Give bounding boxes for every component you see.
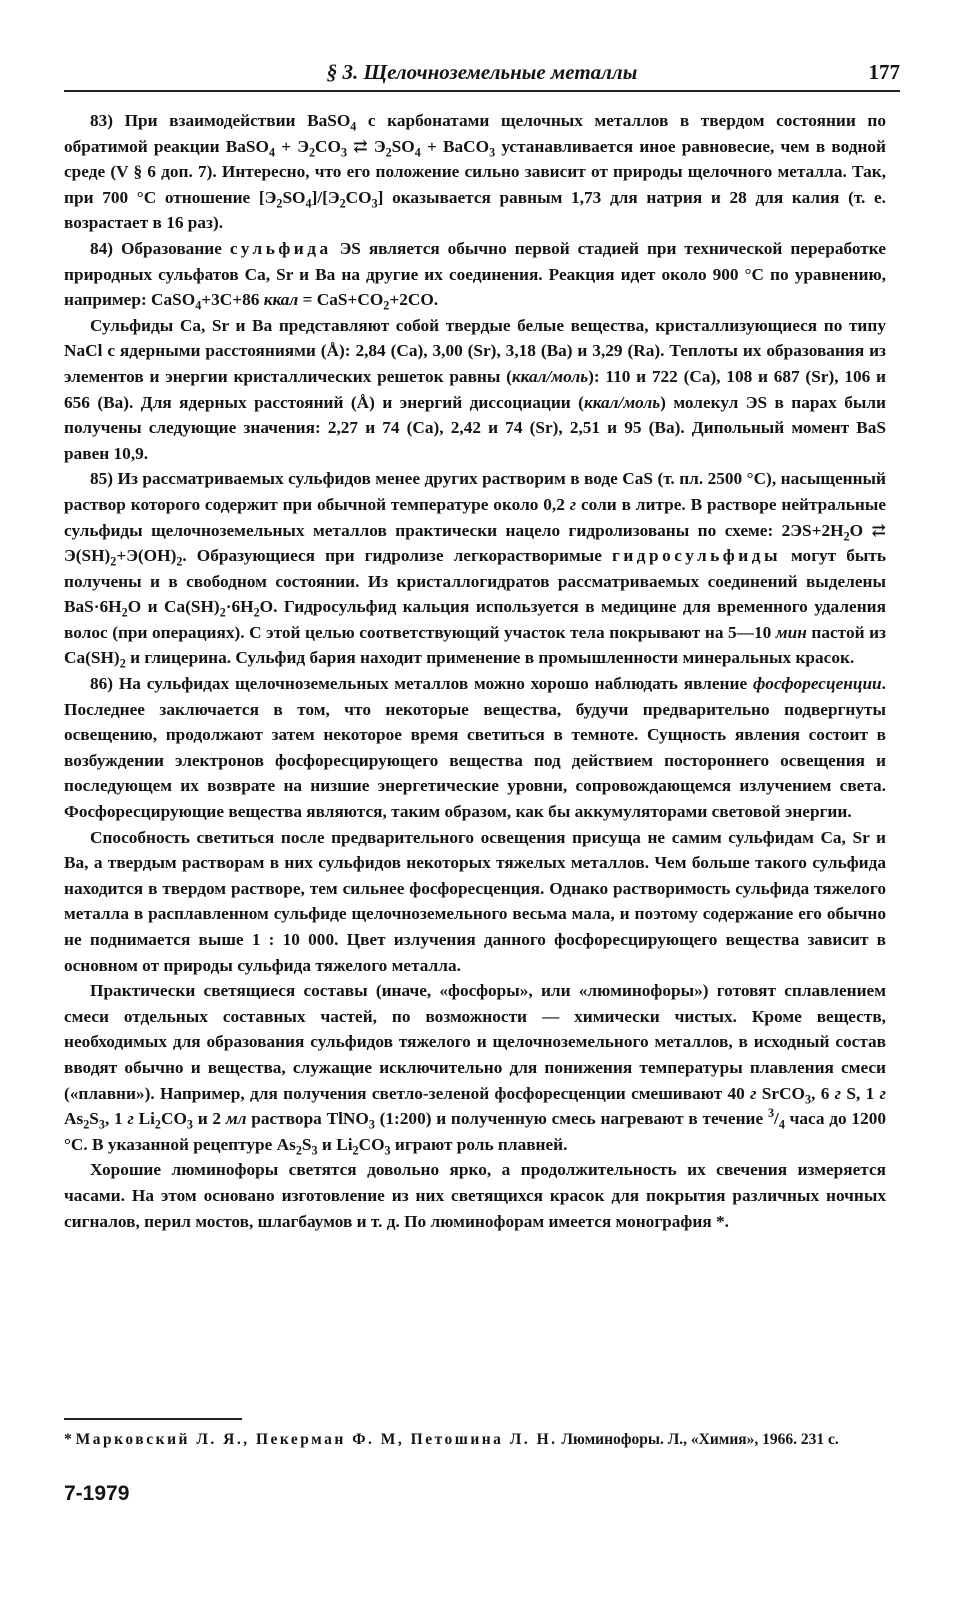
paragraph-84-sulfides: Сульфиды Ca, Sr и Ba представляют собой твердые белые вещества, кристаллизующиеся по типу NaCl с ядерными расстояниями (Å): 2,84 (Ca), 3,00 (Sr), 3,18 (Ba) и 3,29 (Ra). Теплоты их образования из элементов и энергии кристаллических решеток равны (ккал/моль): 110 и 722 (Ca), 108 и 687 (Sr), 106 и 656 (Ba). Для ядерных расстояний (Å) и энергий диссоциации (ккал/моль) молекул ЭS в парах были получены следующие значения: 2,27 и 74 (Ca), 2,42 и 74 (Sr), 2,51 и 95 (Ba). Дипольный момент BaS равен 10,9. bbox=[64, 315, 886, 463]
paragraph-84: 84) Образование сульфида ЭS является обычно первой стадией при технической переработке природных сульфатов Ca, Sr и Ba на другие их соединения. Реакция идет около 900 °C по уравнению, например: CaSO$_4$+3C+86 ккал = $CaS+CO_2+2CO$. bbox=[64, 238, 886, 313]
footnote-text: Люминофоры. Л., «Химия», 1966. 231 с. bbox=[557, 1431, 839, 1448]
header-rule bbox=[64, 90, 900, 92]
running-header bbox=[64, 58, 900, 88]
section-title: § 3. Щелочноземельные металлы bbox=[326, 60, 638, 84]
paragraph-86-ability: Способность светиться после предварительного освещения присуща не самим сульфидам Ca, Sr и Ba, а твердым растворам в них сульфидов некоторых тяжелых металлов. Чем больше такого сульфида находится в твердом растворе, тем сильнее фосфоресценция. Однако растворимость сульфида тяжелого металла в расплавленном сульфиде щелочноземельного весьма мала, и поэтому содержание его обычно не поднимается выше 1 : 10 000. Цвет излучения данного фосфоресцирующего вещества зависит в основном от природы сульфида тяжелого металла. bbox=[64, 827, 886, 975]
footnote-marker-ref: * bbox=[64, 1431, 72, 1448]
paragraph-85: 85) Из рассматриваемых сульфидов менее других растворим в воде CaS (т. пл. 2500 °C), насыщенный раствор которого содержит при обычной температуре около 0,2 г соли в литре. В растворе нейтральные сульфиды щелочноземельных металлов практически нацело гидролизованы по схеме: $2ЭS+2H_2O$ ⇄ $Э(SH)_2+Э(OH)_2$. Образующиеся при гидролизе легкорастворимые гидросульфиды могут быть получены и в свободном состоянии. Из кристаллогидратов рассматриваемых соединений выделены $BaS\cdot 6H_2O$ и $Ca(SH)_2\cdot 6H_2O$. Гидросульфид кальция используется в медицине для временного удаления волос (при операциях). С этой целью соответствующий участок тела покрывают на 5—10 мин пастой из $Ca(SH)_2$ и глицерина. Сульфид бария находит применение в промышленности минеральных красок. bbox=[64, 469, 887, 671]
paragraph-86-luminophors: Хорошие люминофоры светятся довольно ярко, а продолжительность их свечения измеряется часами. На этом основано изготовление из них светящихся красок для покрытия различных ночных сигналов, перил мостов, шлагбаумов и т. д. По люминофорам имеется монография *. bbox=[64, 1160, 886, 1231]
footnote bbox=[64, 1428, 886, 1452]
paragraph-86-compositions: Практически светящиеся составы (иначе, «фосфоры», или «люминофоры») готовят сплавлением смеси отдельных составных частей, по возможности — химически чистых. Кроме веществ, необходимых для образования сульфидов тяжелого и щелочноземельного металлов, в исходный состав вводят обычно и вещества, служащие исключительно для понижения температуры плавления смеси («плавни»). Например, для получения светло-зеленой фосфоресценции смешивают 40 г SrCO$_3$, 6 г S, 1 г $As_2S_3$, 1 г $Li_2CO_3$ и 2 мл раствора TlNO$_3$ (1:200) и полученную смесь нагревают в течение $^3/_4$ часа до 1200 °C. В указанной рецептуре $As_2S_3$ и $Li_2CO_3$ играют роль плавней. bbox=[64, 981, 886, 1158]
footnote-marker: * bbox=[716, 1211, 725, 1231]
page-body bbox=[64, 108, 886, 1234]
footnote-authors: Марковский Л. Я., Пекерман Ф. М, Петошина Л. Н. bbox=[75, 1431, 558, 1448]
footnote-rule bbox=[64, 1418, 242, 1420]
printer-signature: 7-1979 bbox=[64, 1482, 130, 1505]
paragraph-86: 86) На сульфидах щелочноземельных металлов можно хорошо наблюдать явление фосфоресценции. Последнее заключается в том, что некоторые вещества, будучи предварительно подвергнуты освещению, продолжают затем некоторое время светиться в темноте. Сущность явления состоит в возбуждении электронов фосфоресцирующего вещества под действием постороннего освещения и последующем их возврате на низшие энергетические уровни, сопровождающемся излучением света. Фосфоресцирующие вещества являются, таким образом, как бы аккумуляторами световой энергии. bbox=[64, 674, 886, 822]
page-number: 177 bbox=[868, 60, 900, 84]
paragraph-83: 83) При взаимодействии BaSO$_4$ с карбонатами щелочных металлов в твердом состоянии по обратимой реакции BaSO$_4$ + $Э_2CO_3$ ⇄ $Э_2SO_4$ + BaCO$_3$ устанавливается иное равновесие, чем в водной среде (V § 6 доп. 7). Интересно, что его положение сильно зависит от природы щелочного металла. Так, при 700 °C отношение $[Э_2SO_4]/[Э_2CO_3]$ оказывается равным 1,73 для натрия и 28 для калия (т. е. возрастает в 16 раз). bbox=[64, 111, 887, 233]
